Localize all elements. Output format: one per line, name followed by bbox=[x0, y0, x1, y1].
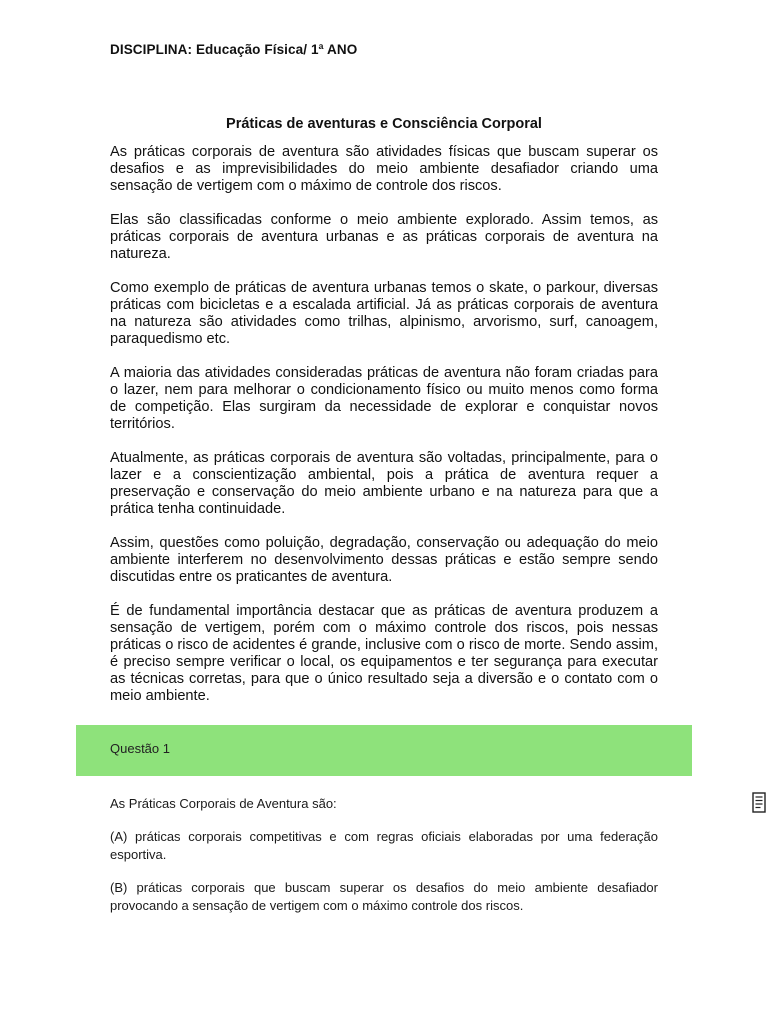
article-paragraph: É de fundamental importância destacar que as práticas de aventura produzem a sensação de vertigem, porém com o máximo controle dos riscos, pois nessas práticas o risco de acidentes é grande, inclusive com o risco de morte. Sendo assim, é preciso sempre verificar o local, os equipamentos e ter segurança para executar as técnicas corretas, para que o único resultado seja a diversão e o contato com o meio ambiente. bbox=[110, 603, 658, 704]
article-body bbox=[110, 144, 658, 722]
article-title: Práticas de aventuras e Consciência Corporal bbox=[226, 116, 542, 132]
article-paragraph: A maioria das atividades consideradas práticas de aventura não foram criadas para o lazer, nem para melhorar o condicionamento físico ou muito menos como forma de competição. Elas surgiram da necessidade de explorar e conquistar novos territórios. bbox=[110, 365, 658, 432]
article-paragraph: Como exemplo de práticas de aventura urbanas temos o skate, o parkour, diversas práticas com bicicletas e a escalada artificial. Já as práticas corporais de aventura na natureza são atividades como trilhas, alpinismo, arvorismo, surf, canoagem, paraquedismo etc. bbox=[110, 280, 658, 347]
article-paragraph: Assim, questões como poluição, degradação, conservação ou adequação do meio ambiente interferem no desenvolvimento dessas práticas e estão sempre sendo discutidas entre os praticantes de aventura. bbox=[110, 535, 658, 585]
question-body bbox=[110, 795, 658, 930]
article-paragraph: As práticas corporais de aventura são atividades físicas que buscam superar os desafios e as imprevisibilidades do meio ambiente desafiador criando uma sensação de vertigem com o máximo de controle dos riscos. bbox=[110, 144, 658, 194]
question-label: Questão 1 bbox=[110, 741, 170, 756]
answer-option-b[interactable]: (B) práticas corporais que buscam superar os desafios do meio ambiente desafiador provocando a sensação de vertigem com o máximo controle dos riscos. bbox=[110, 880, 658, 913]
document-icon[interactable] bbox=[752, 792, 768, 814]
question-prompt: As Práticas Corporais de Aventura são: bbox=[110, 796, 337, 811]
article-paragraph: Elas são classificadas conforme o meio ambiente explorado. Assim temos, as práticas corporais de aventura urbanas e as práticas corporais de aventura na natureza. bbox=[110, 212, 658, 262]
article-paragraph: Atualmente, as práticas corporais de aventura são voltadas, principalmente, para o lazer e a conscientização ambiental, pois a prática de aventura requer a preservação e conservação do meio ambiente urbano e na natureza para que a prática tenha continuidade. bbox=[110, 450, 658, 517]
question-banner bbox=[76, 725, 692, 776]
answer-option-a[interactable]: (A) práticas corporais competitivas e com regras oficiais elaboradas por uma federação esportiva. bbox=[110, 829, 658, 862]
discipline-header: DISCIPLINA: Educação Física/ 1ª ANO bbox=[110, 42, 358, 57]
